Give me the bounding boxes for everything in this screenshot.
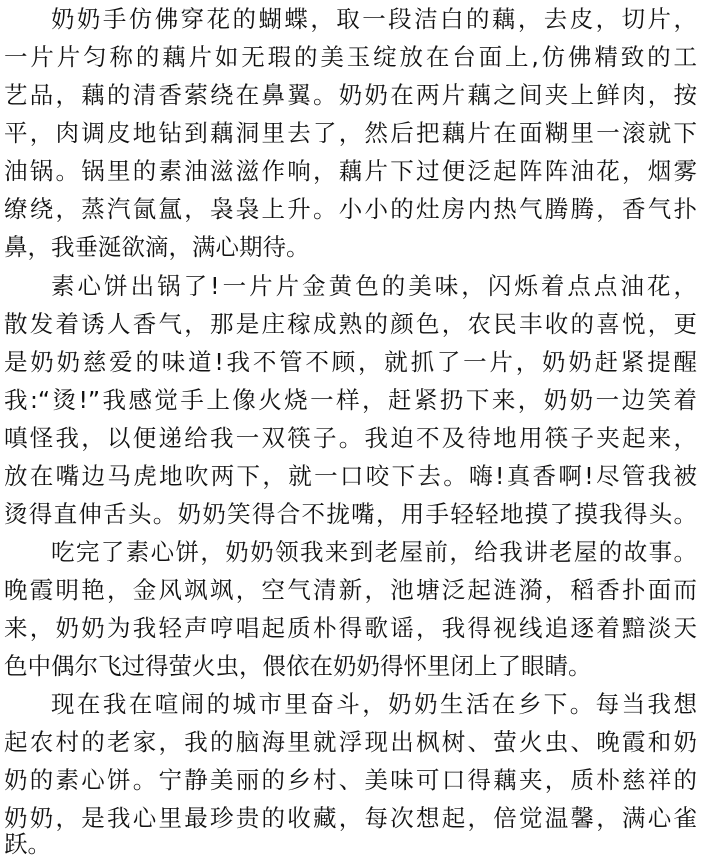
text-line: 一片片匀称的藕片如无瑕的美玉绽放在台面上,仿佛精致的工	[4, 43, 697, 71]
text-line: 艺品，藕的清香萦绕在鼻翼。奶奶在两片藕之间夹上鲜肉，按	[4, 81, 697, 109]
text-line: 奶的素心饼。宁静美丽的乡村、美味可口得藕夹，质朴慈祥的	[4, 766, 697, 794]
text-line: 缭绕，蒸汽氤氲，袅袅上升。小小的灶房内热气腾腾，香气扑	[4, 195, 697, 223]
text-line: 起农村的老家，我的脑海里就浮现出枫树、萤火虫、晚霞和奶	[4, 728, 697, 756]
text-line: 来，奶奶为我轻声哼唱起质朴得歌谣，我得视线追逐着黯淡天	[4, 614, 697, 642]
text-line: 放在嘴边马虎地吹两下，就一口咬下去。嗨!真香啊!尽管我被	[4, 462, 697, 490]
text-line: 嗔怪我，以便递给我一双筷子。我迫不及待地用筷子夹起来，	[4, 424, 697, 452]
text-line: 是奶奶慈爱的味道!我不管不顾，就抓了一片，奶奶赶紧提醒	[4, 348, 697, 376]
text-line: 跃。	[4, 830, 51, 858]
text-line: 烫得直伸舌头。奶奶笑得合不拢嘴，用手轻轻地摸了摸我得头。	[4, 500, 697, 528]
text-line: 散发着诱人香气，那是庄稼成熟的颜色，农民丰收的喜悦，更	[4, 310, 697, 338]
text-line: 色中偶尔飞过得萤火虫，偎依在奶奶得怀里闭上了眼睛。	[4, 652, 592, 680]
text-line: 吃完了素心饼，奶奶领我来到老屋前，给我讲老屋的故事。	[51, 538, 697, 566]
text-line: 素心饼出锅了!一片片金黄色的美味，闪烁着点点油花，	[51, 272, 697, 300]
text-line: 我:“烫!”我感觉手上像火烧一样，赶紧扔下来，奶奶一边笑着	[4, 386, 697, 414]
text-line: 平，肉调皮地钻到藕洞里去了，然后把藕片在面糊里一滚就下	[4, 119, 697, 147]
text-line: 奶奶手仿佛穿花的蝴蝶，取一段洁白的藕，去皮，切片，	[51, 5, 697, 33]
text-line: 晚霞明艳，金风飒飒，空气清新，池塘泛起涟漪，稻香扑面而	[4, 576, 697, 604]
text-line: 鼻，我垂涎欲滴，满心期待。	[4, 233, 310, 261]
text-line: 现在我在喧闹的城市里奋斗，奶奶生活在乡下。每当我想	[51, 690, 697, 718]
text-line: 奶奶，是我心里最珍贵的收藏，每次想起，倍觉温馨，满心雀	[4, 804, 697, 832]
text-line: 油锅。锅里的素油滋滋作响，藕片下过便泛起阵阵油花，烟雾	[4, 157, 697, 185]
